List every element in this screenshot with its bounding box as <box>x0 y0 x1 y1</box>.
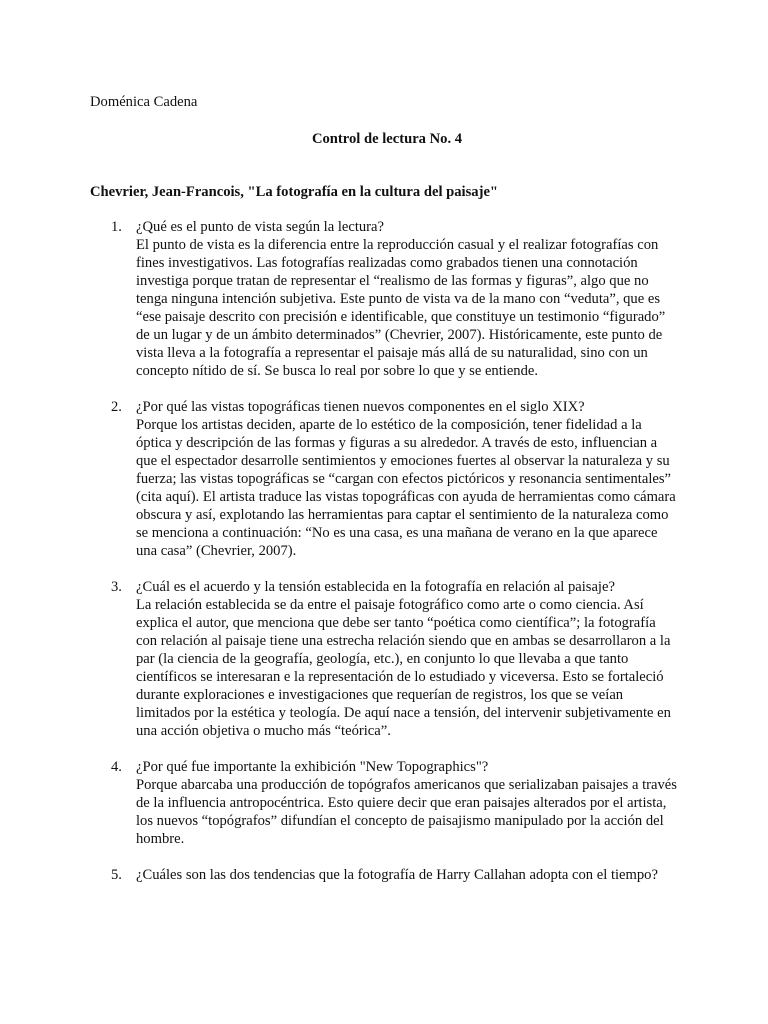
question-number: 3. <box>111 579 122 595</box>
question-list <box>0 218 768 902</box>
question-item <box>0 758 768 848</box>
author-name: Doménica Cadena <box>90 94 198 110</box>
question-text: ¿Por qué las vistas topográficas tienen nuevos componentes en el siglo XIX? <box>136 399 585 415</box>
question-item <box>0 866 768 884</box>
answer-text: Porque los artistas deciden, aparte de lo estético de la composición, tener fidelidad a la óptica y descripción de las formas y figuras a su alrededor. A través de esto, influencian a que el espectador desarrolle sentimientos y emociones fuertes al observar la naturaleza y su fuerza; las vistas topográficas se “cargan con efectos pictóricos y resonancia sentimentales” (cita aquí). El artista traduce las vistas topográficas con ayuda de herramientas como cámara obscura y así, explotando las herramientas para captar el sentimiento de la naturaleza como se menciona a continuación: “No es una casa, es una mañana de verano en la que aparece una casa” (Chevrier, 2007). <box>136 417 676 559</box>
answer-text: Porque abarcaba una producción de topógrafos americanos que serializaban paisajes a través de la influencia antropocéntrica. Esto quiere decir que eran paisajes alterados por el artista, los nuevos “topógrafos” difundían el concepto de paisajismo manipulado por la acción del hombre. <box>136 777 677 847</box>
question-number: 5. <box>111 867 122 883</box>
document-title: Control de lectura No. 4 <box>311 131 463 147</box>
answer-text: El punto de vista es la diferencia entre la reproducción casual y el realizar fotografías con fines investigativos. Las fotografías realizadas como grabados tienen una connotación investiga porque tratan de representar el “realismo de las formas y figuras”, algo que no tenga ninguna intención subjetiva. Este punto de vista va de la mano con “veduta”, que es “ese paisaje descrito con precisión e identificable, que constituye un testimonio “figurado” de un lugar y de un ámbito determinados” (Chevrier, 2007). Históricamente, este punto de vista lleva a la fotografía a representar el paisaje más allá de su naturalidad, sino con un concepto nítido de sí. Se busca lo real por sobre lo que y se entiende. <box>136 237 666 379</box>
question-text: ¿Qué es el punto de vista según la lectura? <box>136 219 385 235</box>
question-number: 4. <box>111 759 122 775</box>
answer-text: La relación establecida se da entre el paisaje fotográfico como arte o como ciencia. Así explica el autor, que menciona que debe ser tanto “poética como científica”; la fotografía con relación al paisaje tiene una estrecha relación siendo que en ambas se desarrollaron a la par (la ciencia de la geografía, geología, etc.), en conjunto lo que llevaba a que tanto científicos se interesaran e la representación de lo estudiado y viceversa. Esto se fortaleció durante exploraciones e investigaciones que requerían de registros, los que se veían limitados por la estética y teología. De aquí nace a tensión, del intervenir subjetivamente en una acción objetiva o mucho más “teórica”. <box>136 597 671 739</box>
question-number: 2. <box>111 399 122 415</box>
question-text: ¿Cuál es el acuerdo y la tensión establecida en la fotografía en relación al paisaje? <box>136 579 615 595</box>
question-item <box>0 218 768 380</box>
question-item <box>0 398 768 560</box>
question-item <box>0 578 768 740</box>
question-text: ¿Cuáles son las dos tendencias que la fotografía de Harry Callahan adopta con el tiempo? <box>136 867 658 883</box>
question-text: ¿Por qué fue importante la exhibición "New Topographics"? <box>136 759 489 775</box>
question-number: 1. <box>111 219 122 235</box>
document-subtitle: Chevrier, Jean-Francois, "La fotografía en la cultura del paisaje" <box>90 184 499 200</box>
